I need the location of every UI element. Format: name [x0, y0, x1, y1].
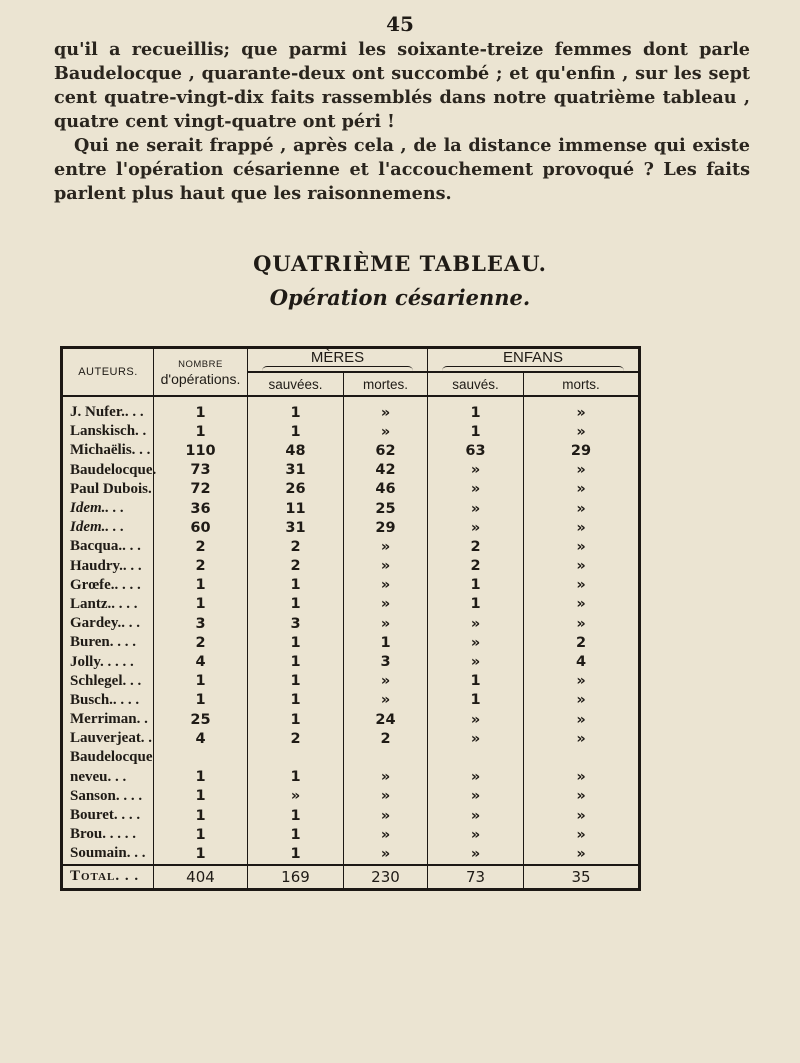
cell-enfants-sauves: 1	[428, 422, 524, 441]
cell-operations: 1	[154, 844, 248, 864]
cell-meres-mortes: 24	[344, 710, 428, 729]
header-enfants-label: ENFANS	[503, 349, 564, 366]
total-enfants-sauves: 73	[428, 865, 524, 890]
cell-author: Jolly. . . . .	[62, 652, 154, 671]
table-row	[62, 480, 640, 499]
cell-author: Gardey.. . .	[62, 614, 154, 633]
header-enfants-sauves: sauvés.	[428, 372, 524, 396]
cell-enfants-sauves: 1	[428, 672, 524, 691]
paragraph-2: Qui ne serait frappé , après cela , de la distance immense qui existe entre l'opération césarienne et l'accouchement provoqué ? Les faits parlent plus haut que les raisonnemens.	[54, 135, 750, 204]
cell-enfants-morts	[524, 748, 640, 767]
cell-enfants-sauves: »	[428, 614, 524, 633]
cell-enfants-morts: 29	[570, 442, 592, 459]
cell-operations: 1	[154, 806, 248, 825]
cell-meres-sauvees: 1	[248, 652, 344, 671]
cell-enfants-sauves: 63	[428, 441, 524, 460]
cell-enfants-morts: 2	[575, 634, 587, 651]
cell-meres-sauvees: 1	[248, 844, 344, 864]
cell-author: Buren. . . .	[62, 633, 154, 652]
cell-enfants-morts: »	[576, 596, 586, 613]
cell-operations: 1	[154, 422, 248, 441]
cell-author: Bacqua.. . .	[62, 537, 154, 556]
table-row	[62, 396, 640, 422]
cell-operations: 1	[154, 825, 248, 844]
table-row	[62, 537, 640, 556]
cell-operations: 1	[154, 595, 248, 614]
header-enfants-morts: morts.	[524, 372, 640, 396]
cell-meres-sauvees: 1	[248, 576, 344, 595]
header-meres-sauvees: sauvées.	[248, 372, 344, 396]
cell-enfants-morts: »	[576, 462, 586, 479]
header-nombre-label: NOMBRE	[178, 359, 223, 370]
table-row	[62, 806, 640, 825]
table-row	[62, 518, 640, 537]
cell-meres-mortes: 25	[344, 499, 428, 518]
cell-meres-mortes: »	[344, 787, 428, 806]
cell-meres-mortes: »	[344, 691, 428, 710]
cell-enfants-morts: »	[576, 558, 586, 575]
table-row	[62, 844, 640, 864]
cell-author: Haudry.. . .	[62, 557, 154, 576]
cell-meres-sauvees: 1	[248, 710, 344, 729]
cell-enfants-morts: »	[576, 519, 586, 536]
cell-meres-sauvees: 31	[248, 518, 344, 537]
cell-enfants-sauves: »	[428, 825, 524, 844]
cell-meres-mortes: »	[344, 576, 428, 595]
cell-operations: 72	[154, 480, 248, 499]
cell-author: Grœfe.. . . .	[62, 576, 154, 595]
cell-meres-sauvees: 48	[248, 441, 344, 460]
cell-meres-mortes: »	[344, 595, 428, 614]
total-meres-sauvees: 169	[248, 865, 344, 890]
cell-meres-sauvees	[248, 748, 344, 767]
cell-enfants-morts: »	[576, 538, 586, 555]
table-row	[62, 614, 640, 633]
cell-author: Merriman. .	[62, 710, 154, 729]
cell-enfants-morts: »	[576, 788, 586, 805]
cell-enfants-sauves: 2	[428, 557, 524, 576]
cell-enfants-sauves	[428, 748, 524, 767]
cell-meres-sauvees: 1	[248, 595, 344, 614]
cell-enfants-sauves: »	[428, 710, 524, 729]
cell-meres-mortes: 62	[344, 441, 428, 460]
table-row	[62, 729, 640, 748]
table-row	[62, 633, 640, 652]
table-row	[62, 691, 640, 710]
cell-meres-mortes: 42	[344, 461, 428, 480]
enfants-brace	[442, 366, 624, 371]
cell-enfants-sauves: 2	[428, 537, 524, 556]
cell-meres-sauvees: 1	[248, 806, 344, 825]
meres-brace	[262, 366, 413, 371]
cell-enfants-sauves: »	[428, 499, 524, 518]
cell-author: Paul Dubois.	[62, 480, 154, 499]
body-text	[54, 38, 750, 206]
cell-enfants-sauves: 1	[428, 691, 524, 710]
header-auteurs: AUTEURS.	[62, 348, 154, 397]
cell-enfants-morts: »	[576, 807, 586, 824]
cell-operations	[154, 748, 248, 767]
cell-meres-mortes: 29	[344, 518, 428, 537]
cell-enfants-sauves: »	[428, 729, 524, 748]
cell-meres-sauvees: 31	[248, 461, 344, 480]
cell-meres-sauvees: 26	[248, 480, 344, 499]
cell-author: Sanson. . . .	[62, 787, 154, 806]
table-body	[62, 396, 640, 865]
cell-enfants-morts: »	[576, 615, 586, 632]
cell-meres-mortes: 1	[344, 633, 428, 652]
cell-enfants-sauves: »	[428, 480, 524, 499]
page-number: 45	[386, 12, 414, 36]
cell-author: J. Nufer.. . .	[62, 396, 154, 422]
table-row	[62, 652, 640, 671]
table-row	[62, 768, 640, 787]
cell-meres-mortes: »	[344, 422, 428, 441]
table-row	[62, 576, 640, 595]
paragraph-1: qu'il a recueillis; que parmi les soixante-treize femmes dont parle Baudelocque , quarante-deux ont succombé ; et qu'enfin , sur les sept cent quatre-vingt-dix faits rassemblés dans notre quatrième tableau , quatre cent vingt-quatre ont péri !	[54, 39, 750, 132]
cell-operations: 2	[154, 557, 248, 576]
header-meres-label: MÈRES	[310, 349, 365, 366]
cell-meres-mortes: »	[344, 672, 428, 691]
cell-operations: 1	[154, 768, 248, 787]
cell-author: neveu. . .	[62, 768, 154, 787]
cell-author: Brou. . . . .	[62, 825, 154, 844]
header-meres	[248, 348, 428, 373]
cell-operations: 4	[154, 729, 248, 748]
cell-operations: 3	[154, 614, 248, 633]
cell-operations: 1	[154, 787, 248, 806]
cell-meres-mortes: »	[344, 806, 428, 825]
cell-operations: 1	[154, 396, 248, 422]
table-heading: QUATRIÈME TABLEAU.	[253, 251, 547, 276]
cell-operations: 2	[154, 633, 248, 652]
cell-author: Soumain. . .	[62, 844, 154, 864]
cell-enfants-sauves: »	[428, 461, 524, 480]
cell-enfants-morts: »	[576, 481, 586, 498]
cell-meres-mortes: 46	[344, 480, 428, 499]
cell-enfants-morts: 4	[575, 654, 587, 671]
cell-author: Idem.. . .	[62, 499, 154, 518]
cell-enfants-morts: »	[576, 423, 586, 440]
cesarean-table	[60, 346, 641, 891]
cell-enfants-morts: »	[576, 404, 586, 421]
total-operations: 404	[154, 865, 248, 890]
cell-operations: 73	[154, 461, 248, 480]
cell-enfants-sauves: »	[428, 518, 524, 537]
cell-enfants-morts: »	[576, 673, 586, 690]
table-row	[62, 748, 640, 767]
cell-author: Bouret. . . .	[62, 806, 154, 825]
header-enfants	[428, 348, 640, 373]
cell-enfants-sauves: »	[428, 787, 524, 806]
cell-enfants-sauves: »	[428, 844, 524, 864]
cell-meres-mortes: »	[344, 825, 428, 844]
table-row	[62, 825, 640, 844]
cell-author: Lauverjeat. .	[62, 729, 154, 748]
cell-meres-mortes: 2	[344, 729, 428, 748]
cell-enfants-morts: »	[576, 769, 586, 786]
table-row	[62, 787, 640, 806]
cell-enfants-sauves: 1	[428, 396, 524, 422]
cell-meres-sauvees: 3	[248, 614, 344, 633]
cell-enfants-sauves: »	[428, 633, 524, 652]
table-row	[62, 595, 640, 614]
cell-meres-sauvees: 1	[248, 691, 344, 710]
cell-enfants-morts: »	[576, 711, 586, 728]
cell-operations: 1	[154, 691, 248, 710]
cell-enfants-morts: »	[576, 730, 586, 747]
cell-enfants-sauves: »	[428, 806, 524, 825]
table-row	[62, 557, 640, 576]
cell-meres-mortes: 3	[344, 652, 428, 671]
total-enfants-morts: 35	[524, 865, 640, 890]
cell-enfants-sauves: »	[428, 652, 524, 671]
cell-author: Lantz.. . . .	[62, 595, 154, 614]
cell-meres-sauvees: »	[248, 787, 344, 806]
cell-operations: 4	[154, 652, 248, 671]
table-row	[62, 710, 640, 729]
cell-operations: 110	[154, 441, 248, 460]
cell-meres-mortes: »	[344, 537, 428, 556]
cell-enfants-morts: »	[576, 692, 586, 709]
cell-meres-mortes: »	[344, 844, 428, 864]
cell-meres-sauvees: 2	[248, 537, 344, 556]
cell-enfants-sauves: »	[428, 768, 524, 787]
total-label: Total. . .	[62, 865, 154, 890]
cell-author: Baudelocque.	[62, 461, 154, 480]
cell-meres-sauvees: 1	[248, 768, 344, 787]
cell-operations: 1	[154, 576, 248, 595]
cell-enfants-sauves: 1	[428, 595, 524, 614]
header-meres-mortes: mortes.	[344, 372, 428, 396]
cell-enfants-sauves: 1	[428, 576, 524, 595]
cell-operations: 1	[154, 672, 248, 691]
table-row	[62, 672, 640, 691]
cell-meres-sauvees: 1	[248, 672, 344, 691]
cell-meres-mortes: »	[344, 614, 428, 633]
cell-author: Idem.. . .	[62, 518, 154, 537]
cell-operations: 36	[154, 499, 248, 518]
cell-author: Busch.. . . .	[62, 691, 154, 710]
cell-enfants-morts: »	[576, 826, 586, 843]
cell-operations: 2	[154, 537, 248, 556]
cell-meres-sauvees: 1	[248, 825, 344, 844]
table-row	[62, 461, 640, 480]
cell-meres-mortes: »	[344, 396, 428, 422]
total-meres-mortes: 230	[344, 865, 428, 890]
cell-enfants-morts: »	[576, 577, 586, 594]
cell-author: Lanskisch. .	[62, 422, 154, 441]
cell-operations: 60	[154, 518, 248, 537]
cell-meres-sauvees: 2	[248, 557, 344, 576]
cell-enfants-morts: »	[576, 500, 586, 517]
table-row	[62, 441, 640, 460]
cell-author: Schlegel. . .	[62, 672, 154, 691]
cell-meres-sauvees: 1	[248, 633, 344, 652]
cell-author: Baudelocque	[62, 748, 154, 767]
total-row	[62, 865, 640, 890]
cell-meres-mortes: »	[344, 768, 428, 787]
cell-meres-sauvees: 11	[248, 499, 344, 518]
cell-author: Michaëlis. . .	[62, 441, 154, 460]
header-operations-label: d'opérations.	[160, 371, 241, 387]
header-nombre	[154, 348, 248, 397]
cell-meres-sauvees: 2	[248, 729, 344, 748]
table-row	[62, 499, 640, 518]
cell-meres-sauvees: 1	[248, 396, 344, 422]
cell-enfants-morts: »	[576, 845, 586, 862]
cell-operations: 25	[154, 710, 248, 729]
cell-meres-mortes	[344, 748, 428, 767]
table-subheading: Opération césarienne.	[269, 285, 531, 310]
cell-meres-sauvees: 1	[248, 422, 344, 441]
cell-meres-mortes: »	[344, 557, 428, 576]
table-row	[62, 422, 640, 441]
